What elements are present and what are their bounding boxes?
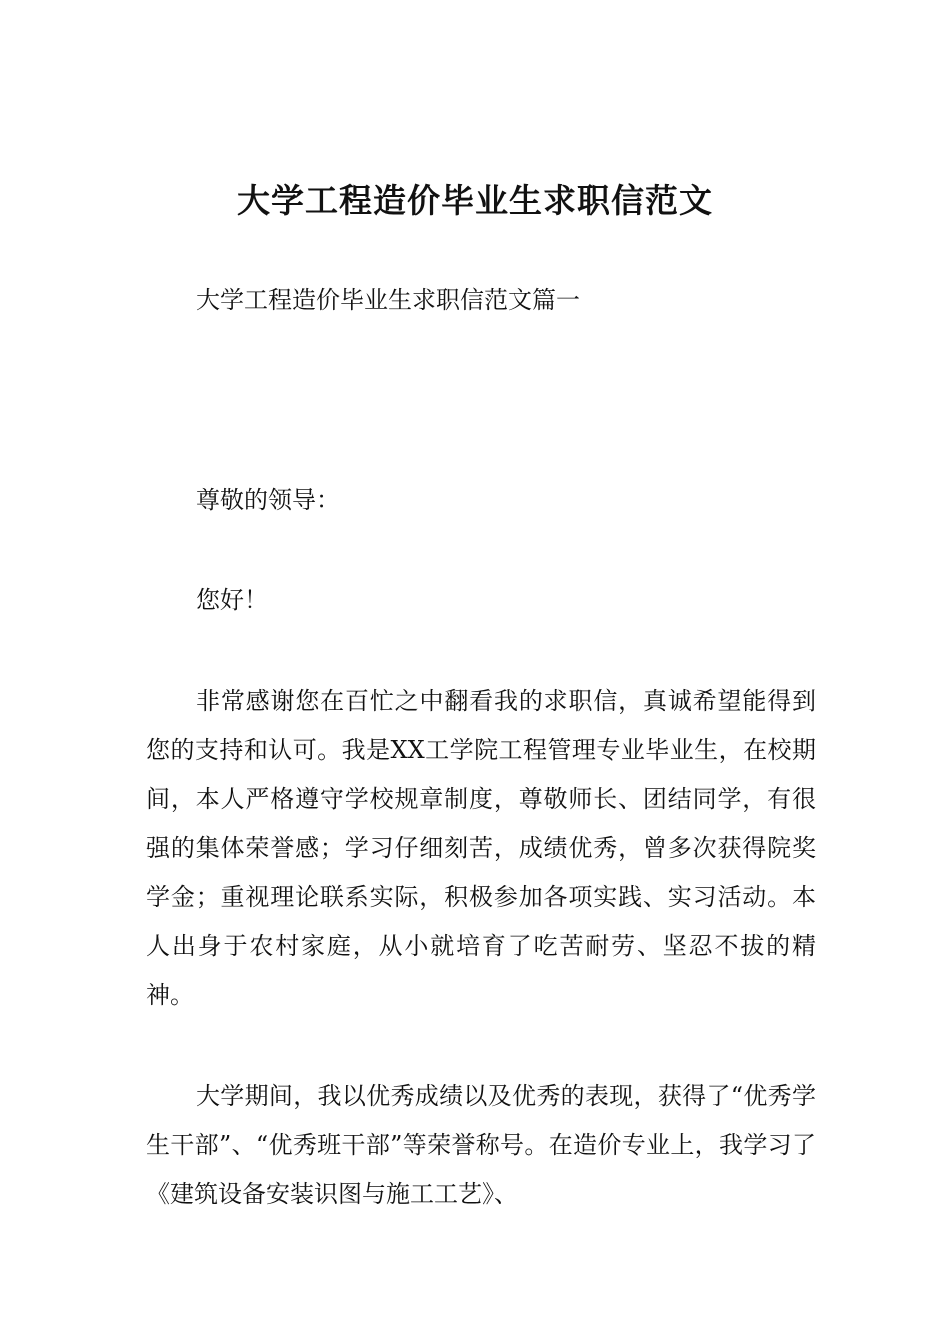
document-title: 大学工程造价毕业生求职信范文 (237, 181, 713, 220)
body-paragraph-2: 大学期间，我以优秀成绩以及优秀的表现，获得了“优秀学生干部”、“优秀班干部”等荣誉称号。在造价专业上，我学习了《建筑设备安装识图与施工工艺》、 (146, 1082, 816, 1208)
greeting: 您好！ (196, 586, 268, 614)
body-paragraph-1: 非常感谢您在百忙之中翻看我的求职信，真诚希望能得到您的支持和认可。我是XX工学院工程管理专业毕业生，在校期间，本人严格遵守学校规章制度，尊敬师长、团结同学，有很强的集体荣誉感；学习仔细刻苦，成绩优秀，曾多次获得院奖学金；重视理论联系实际，积极参加各项实践、实习活动。本人出身于农村家庭，从小就培育了吃苦耐劳、坚忍不拔的精神。 (146, 687, 816, 1009)
salutation: 尊敬的领导： (196, 486, 340, 514)
document-subtitle: 大学工程造价毕业生求职信范文篇一 (196, 286, 580, 314)
